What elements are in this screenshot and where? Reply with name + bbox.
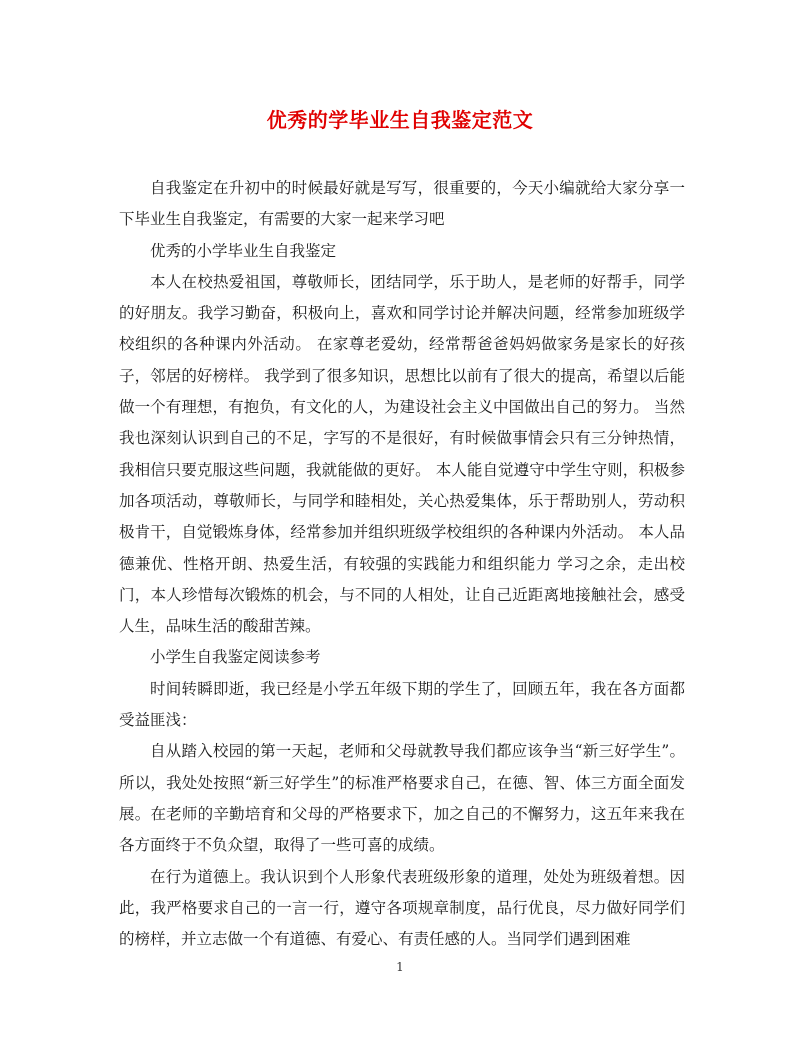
paragraph-time: 时间转瞬即逝，我已经是小学五年级下期的学生了，回顾五年，我在各方面都受益匪浅： [119,679,685,730]
document-body [119,173,685,955]
page-number: 1 [396,960,404,974]
paragraph-behavior: 在行为道德上。我认识到个人形象代表班级形象的道理，处处为班级着想。因此，我严格要求自己的一言一行，遵守各项规章制度，品行优良，尽力做好同学们的榜样，并立志做一个有道德、有爱心、有责任感的人。当同学们遇到困难 [119,867,685,949]
section-heading-1: 优秀的小学毕业生自我鉴定 [150,241,337,260]
section-heading-2: 小学生自我鉴定阅读参考 [150,648,321,667]
document-title: 优秀的学毕业生自我鉴定范文 [266,108,534,132]
paragraph-intro: 自我鉴定在升初中的时候最好就是写写，很重要的，今天小编就给大家分享一下毕业生自我鉴定，有需要的大家一起来学习吧 [119,179,685,229]
paragraph-three-good: 自从踏入校园的第一天起，老师和父母就教导我们都应该争当“新三好学生”。所以，我处处按照“新三好学生”的标准严格要求自己，在德、智、体三方面全面发展。在老师的辛勤培育和父母的严格要求下，加之自己的不懈努力，这五年来我在各方面终于不负众望，取得了一些可喜的成绩。 [119,742,685,855]
paragraph-self-evaluation: 本人在校热爱祖国，尊敬师长，团结同学，乐于助人，是老师的好帮手，同学的好朋友。我学习勤奋，积极向上，喜欢和同学讨论并解决问题，经常参加班级学校组织的各种课内外活动。 在家尊老爱幼，经常帮爸爸妈妈做家务是家长的好孩子，邻居的好榜样。 我学到了很多知识，思想比以前有了很大的提高，希望以后能做一个有理想，有抱负，有文化的人，为建设社会主义中国做出自己的努力。 当然我也深刻认识到自己的不足，字写的不是很好，有时候做事情会只有三分钟热情，我相信只要克服这些问题，我就能做的更好。 本人能自觉遵守中学生守则，积极参加各项活动，尊敬师长，与同学和睦相处，关心热爱集体，乐于帮助别人，劳动积极肯干，自觉锻炼身体，经常参加并组织班级学校组织的各种课内外活动。 本人品德兼优、性格开朗、热爱生活，有较强的实践能力和组织能力 学习之余，走出校门，本人珍惜每次锻炼的机会，与不同的人相处，让自己近距离地接触社会，感受人生，品味生活的酸甜苦辣。 [119,272,685,636]
